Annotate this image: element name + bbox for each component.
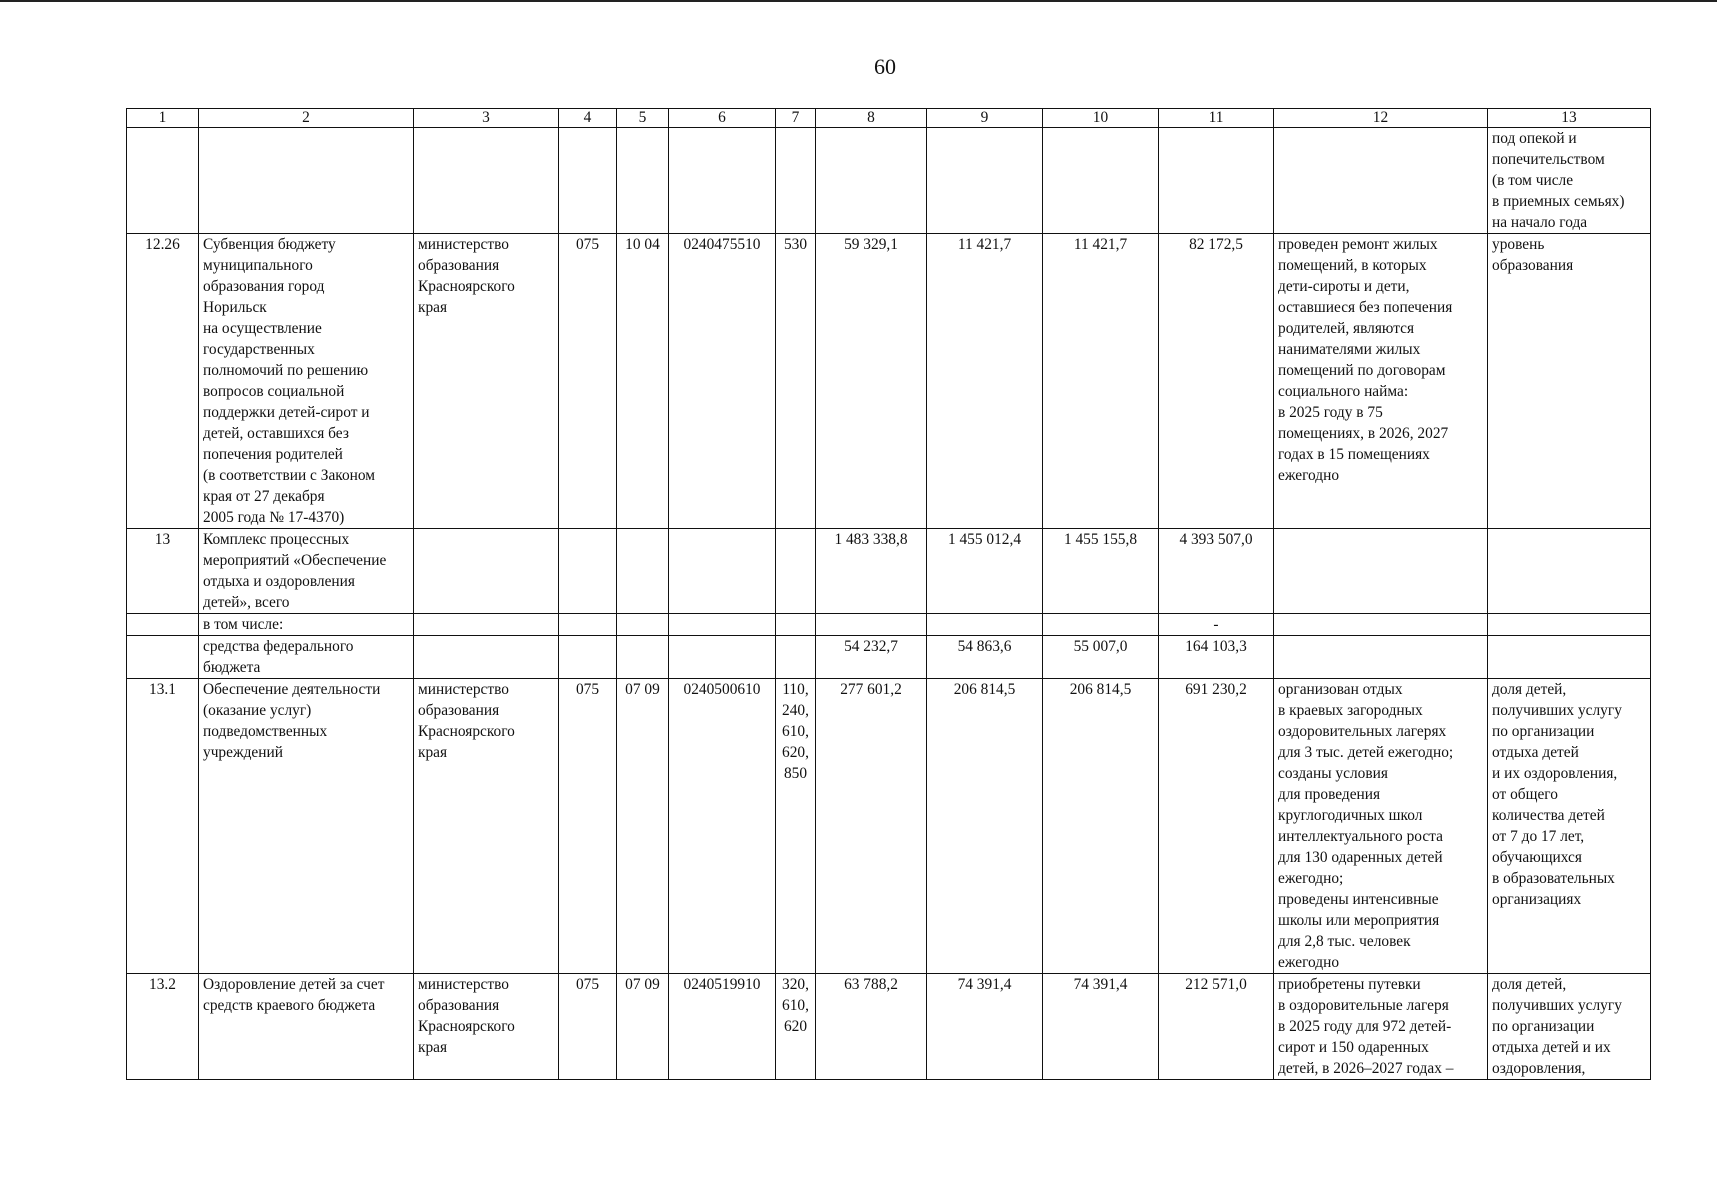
col-header-10: 10 [1043, 109, 1159, 128]
including-label: в том числе: [199, 614, 414, 636]
amount-total: 82 172,5 [1159, 234, 1274, 529]
measure-name: Обеспечение деятельности (оказание услуг) подведомственных учреждений [199, 679, 414, 974]
amount-total: 212 571,0 [1159, 974, 1274, 1080]
row-number: 13.2 [127, 974, 199, 1080]
indicator-cell: доля детей, получивших услугу по организации отдыха детей и их оздоровления, от общего количества детей от 7 до 17 лет, обучающихся в образовательных организациях [1488, 679, 1651, 974]
amount-2027: 206 814,5 [1043, 679, 1159, 974]
amount-2027: 1 455 155,8 [1043, 529, 1159, 614]
table-row-federal-budget [127, 636, 1651, 679]
grbs-code: 075 [559, 974, 617, 1080]
amount-2027: 11 421,7 [1043, 234, 1159, 529]
col-header-12: 12 [1274, 109, 1488, 128]
amount-2026: 54 863,6 [927, 636, 1043, 679]
table-row-including [127, 614, 1651, 636]
section-code: 07 09 [617, 679, 669, 974]
amount-2025: 1 483 338,8 [816, 529, 927, 614]
table-row-continuation [127, 128, 1651, 234]
col-header-8: 8 [816, 109, 927, 128]
measure-name: Комплекс процессных мероприятий «Обеспечение отдыха и оздоровления детей», всего [199, 529, 414, 614]
target-article-code: 0240475510 [669, 234, 776, 529]
amount-2026: 11 421,7 [927, 234, 1043, 529]
amount-total: - [1159, 614, 1274, 636]
col-header-5: 5 [617, 109, 669, 128]
expense-type-code: 320, 610, 620 [776, 974, 816, 1080]
col-header-2: 2 [199, 109, 414, 128]
row-number: 13.1 [127, 679, 199, 974]
measure-name: Субвенция бюджету муниципального образования город Норильск на осуществление государственных полномочий по решению вопросов социальной поддержки детей-сирот и детей, оставшихся без попечения родителей (в соответствии с Законом края от 27 декабря 2005 года № 17-4370) [199, 234, 414, 529]
amount-2026: 1 455 012,4 [927, 529, 1043, 614]
amount-2025: 63 788,2 [816, 974, 927, 1080]
budget-table [126, 108, 1651, 1080]
row-number: 12.26 [127, 234, 199, 529]
grbs-code: 075 [559, 679, 617, 974]
col-header-4: 4 [559, 109, 617, 128]
amount-2026: 74 391,4 [927, 974, 1043, 1080]
expense-type-code: 110, 240, 610, 620, 850 [776, 679, 816, 974]
indicator-cell: уровень образования [1488, 234, 1651, 529]
responsible-executor: министерство образования Красноярского края [414, 974, 559, 1080]
amount-total: 164 103,3 [1159, 636, 1274, 679]
responsible-executor: министерство образования Красноярского края [414, 679, 559, 974]
col-header-9: 9 [927, 109, 1043, 128]
col-header-13: 13 [1488, 109, 1651, 128]
col-header-7: 7 [776, 109, 816, 128]
amount-2025: 59 329,1 [816, 234, 927, 529]
page-number: 60 [874, 54, 896, 79]
section-code: 07 09 [617, 974, 669, 1080]
scan-edge [0, 0, 1717, 2]
target-article-code: 0240500610 [669, 679, 776, 974]
col-header-11: 11 [1159, 109, 1274, 128]
table-row-12-26 [127, 234, 1651, 529]
target-article-code: 0240519910 [669, 974, 776, 1080]
amount-2027: 74 391,4 [1043, 974, 1159, 1080]
indicator-cell: под опекой и попечительством (в том числе в приемных семьях) на начало года [1488, 128, 1651, 234]
col-header-1: 1 [127, 109, 199, 128]
responsible-executor: министерство образования Красноярского края [414, 234, 559, 529]
col-header-6: 6 [669, 109, 776, 128]
table-row-13-2 [127, 974, 1651, 1080]
section-code: 10 04 [617, 234, 669, 529]
amount-total: 4 393 507,0 [1159, 529, 1274, 614]
grbs-code: 075 [559, 234, 617, 529]
expected-result: приобретены путевки в оздоровительные лагеря в 2025 году для 972 детей- сирот и 150 одаренных детей, в 2026–2027 годах – [1274, 974, 1488, 1080]
amount-total: 691 230,2 [1159, 679, 1274, 974]
indicator-cell: доля детей, получивших услугу по организации отдыха детей и их оздоровления, [1488, 974, 1651, 1080]
amount-2027: 55 007,0 [1043, 636, 1159, 679]
expense-type-code: 530 [776, 234, 816, 529]
expected-result: организован отдых в краевых загородных оздоровительных лагерях для 3 тыс. детей ежегодно; созданы условия для проведения круглогодичных школ интеллектуального роста для 130 одаренных детей ежегодно; проведены интенсивные школы или мероприятия для 2,8 тыс. человек ежегодно [1274, 679, 1488, 974]
header-row [127, 109, 1651, 128]
table-row-13-1 [127, 679, 1651, 974]
funding-source: средства федерального бюджета [199, 636, 414, 679]
col-header-3: 3 [414, 109, 559, 128]
amount-2025: 54 232,7 [816, 636, 927, 679]
amount-2025: 277 601,2 [816, 679, 927, 974]
table-row-13 [127, 529, 1651, 614]
measure-name: Оздоровление детей за счет средств краевого бюджета [199, 974, 414, 1080]
expected-result: проведен ремонт жилых помещений, в которых дети-сироты и дети, оставшиеся без попечения родителей, являются нанимателями жилых помещений по договорам социального найма: в 2025 году в 75 помещениях, в 2026, 2027 годах в 15 помещениях ежегодно [1274, 234, 1488, 529]
row-number: 13 [127, 529, 199, 614]
amount-2026: 206 814,5 [927, 679, 1043, 974]
